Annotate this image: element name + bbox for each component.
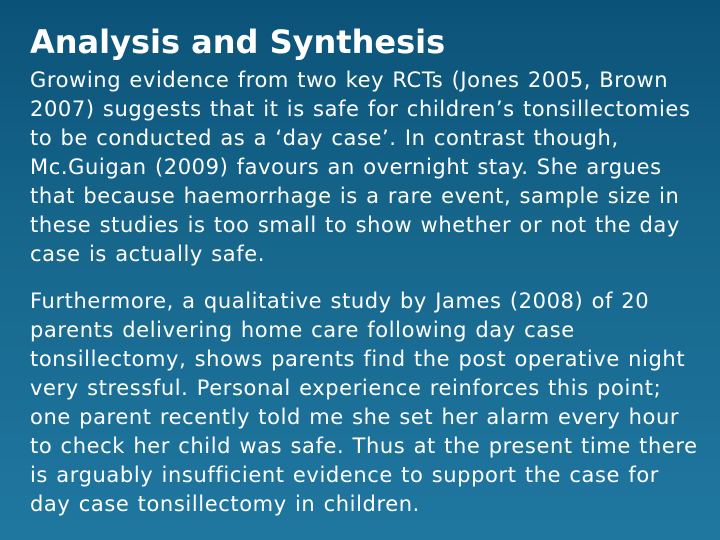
- slide-content: [30, 22, 700, 519]
- body-paragraph-2: Furthermore, a qualitative study by James (2008) of 20 parents delivering home care following day case tonsillectomy, shows parents find the post operative night very stressful. Personal experience reinforces this point; one parent recently told me she set her alarm every hour to check her child was safe. Thus at the present time there is arguably insufficient evidence to support the case for day case tonsillectomy in children.: [30, 289, 698, 516]
- body-paragraph-1: Growing evidence from two key RCTs (Jones 2005, Brown 2007) suggests that it is safe for children’s tonsillectomies to be conducted as a ‘day case’. In contrast though, Mc.Guigan (2009) favours an overnight stay. She argues that because haemorrhage is a rare event, sample size in these studies is too small to show whether or not the day case is actually safe.: [30, 68, 691, 266]
- slide-title: Analysis and Synthesis: [30, 23, 446, 61]
